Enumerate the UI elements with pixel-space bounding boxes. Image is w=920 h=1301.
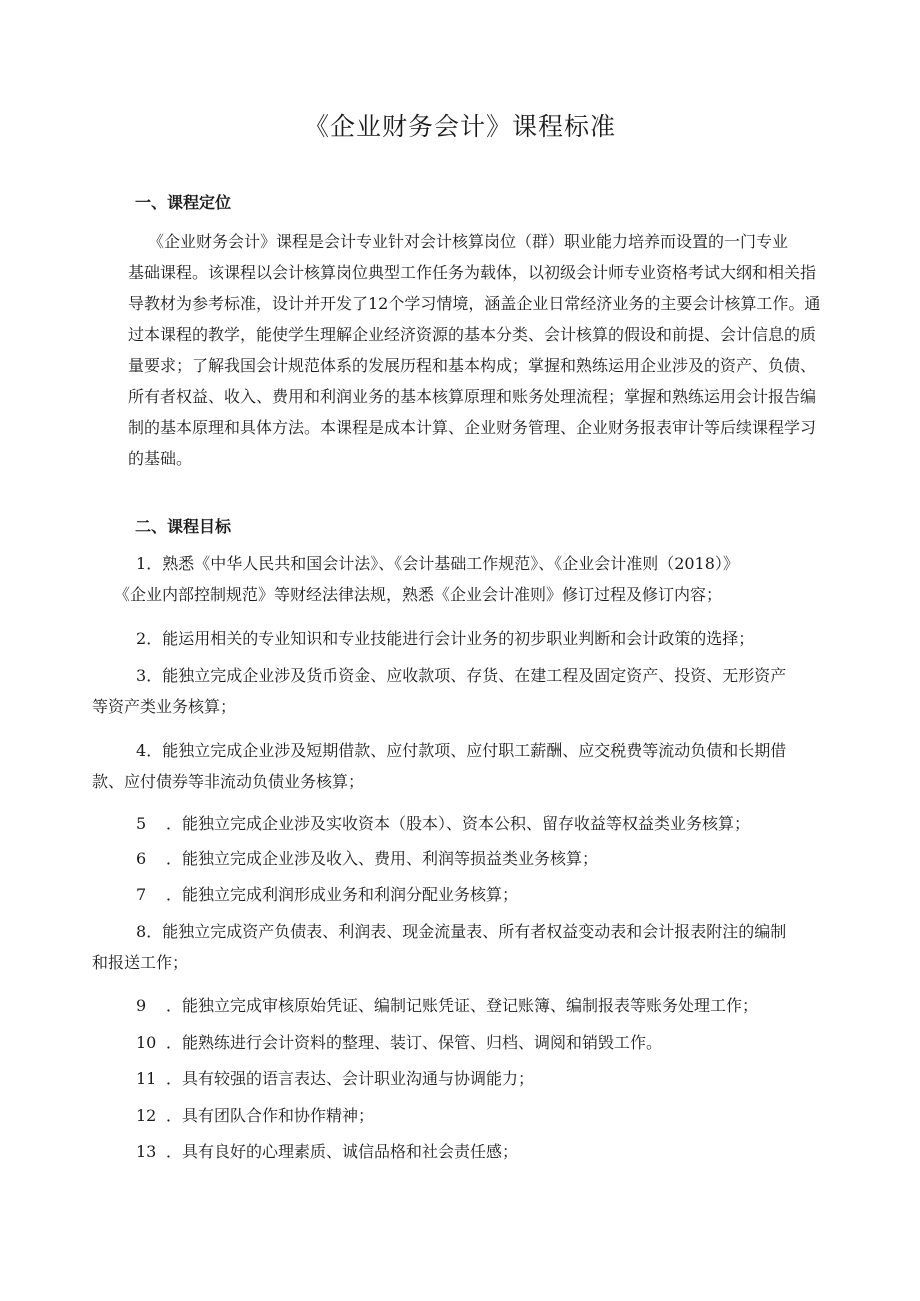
objective-text: ．能独立完成企业涉及短期借款、应付款项、应付职工薪酬、应交税费等流动负债和长期借	[146, 741, 787, 760]
objective-text: 等资产类业务核算；	[92, 697, 237, 716]
objective-item	[92, 1100, 828, 1131]
objective-text: 《企业内部控制规范》等财经法律法规，熟悉《企业会计准则》修订过程及修订内容；	[114, 585, 723, 604]
objective-number: 10	[136, 1033, 157, 1052]
objective-text: ．能独立完成审核原始凭证、编制记账凭证、登记账簿、编制报表等账务处理工作；	[166, 996, 759, 1015]
objective-text: 款、应付债券等非流动负债业务核算；	[92, 772, 365, 791]
objective-item	[92, 548, 828, 610]
objective-item	[92, 1027, 828, 1058]
objective-number: 1	[136, 554, 147, 573]
objective-text: ．能独立完成企业涉及实收资本（股本）、资本公积、留存收益等权益类业务核算；	[166, 814, 751, 833]
objective-text: ．具有团队合作和协作精神；	[166, 1106, 375, 1125]
objective-number: 12	[136, 1106, 157, 1125]
section-heading-positioning: 一、课程定位	[135, 193, 232, 212]
objective-item	[92, 660, 828, 722]
paragraph-line: 制的基本原理和具体方法。本课程是成本计算、企业财务管理、企业财务报表审计等后续课程学习	[128, 418, 817, 437]
objective-text: ．具有较强的语言表达、会计职业沟通与协调能力；	[166, 1069, 535, 1088]
paragraph-line: 的基础。	[128, 449, 193, 468]
objective-number: 11	[136, 1069, 157, 1088]
paragraph-line: 导教材为参考标准，设计并开发了12个学习情境，涵盖企业日常经济业务的主要会计核算工作。通	[128, 294, 821, 313]
paragraph-line: 《企业财务会计》课程是会计专业针对会计核算岗位（群）职业能力培养而设置的一门专业	[148, 232, 789, 251]
objective-text: ．能独立完成企业涉及收入、费用、利润等损益类业务核算；	[166, 849, 599, 868]
paragraph-line: 基础课程。该课程以会计核算岗位典型工作任务为载体，以初级会计师专业资格考试大纲和相关指	[128, 263, 817, 282]
objective-item	[92, 990, 828, 1021]
objective-text: ．能独立完成利润形成业务和利润分配业务核算；	[166, 885, 519, 904]
paragraph-line: 量要求；了解我国会计规范体系的发展历程和基本构成；掌握和熟练运用企业涉及的资产、负债、	[128, 356, 817, 375]
section-paragraph-positioning	[92, 226, 828, 474]
objective-item	[92, 808, 828, 839]
objective-text: ．能运用相关的专业知识和专业技能进行会计业务的初步职业判断和会计政策的选择；	[146, 629, 755, 648]
objective-item	[92, 623, 828, 654]
objective-number: 7	[136, 885, 147, 904]
paragraph-line: 所有者权益、收入、费用和利润业务的基本核算原理和账务处理流程；掌握和熟练运用会计报告编	[128, 387, 817, 406]
objective-text: ．能独立完成资产负债表、利润表、现金流量表、所有者权益变动表和会计报表附注的编制	[146, 922, 787, 941]
objective-text: 和报送工作；	[92, 953, 189, 972]
paragraph-line: 过本课程的教学，能使学生理解企业经济资源的基本分类、会计核算的假设和前提、会计信息的质	[128, 325, 817, 344]
objective-item	[92, 1063, 828, 1094]
objective-text: ．能熟练进行会计资料的整理、装订、保管、归档、调阅和销毁工作。	[166, 1033, 663, 1052]
objective-number: 2	[136, 629, 147, 648]
objective-number: 3	[136, 666, 147, 685]
document-title: 《企业财务会计》课程标准	[303, 112, 616, 141]
section-heading-objectives: 二、课程目标	[135, 517, 232, 536]
objective-item	[92, 735, 828, 797]
objective-text: ．能独立完成企业涉及货币资金、应收款项、存货、在建工程及固定资产、投资、无形资产	[146, 666, 787, 685]
objective-item	[92, 843, 828, 874]
objective-number: 9	[136, 996, 147, 1015]
objective-text: ．熟悉《中华人民共和国会计法》、《会计基础工作规范》、《企业会计准则（2018）》	[146, 554, 739, 573]
objective-number: 13	[136, 1142, 157, 1161]
objective-number: 4	[136, 741, 147, 760]
objective-item	[92, 879, 828, 910]
objective-item	[92, 1136, 828, 1167]
objective-number: 8	[136, 922, 147, 941]
objective-text: ．具有良好的心理素质、诚信品格和社会责任感；	[166, 1142, 519, 1161]
objective-number: 6	[136, 849, 147, 868]
objective-item	[92, 916, 828, 978]
objective-number: 5	[136, 814, 147, 833]
